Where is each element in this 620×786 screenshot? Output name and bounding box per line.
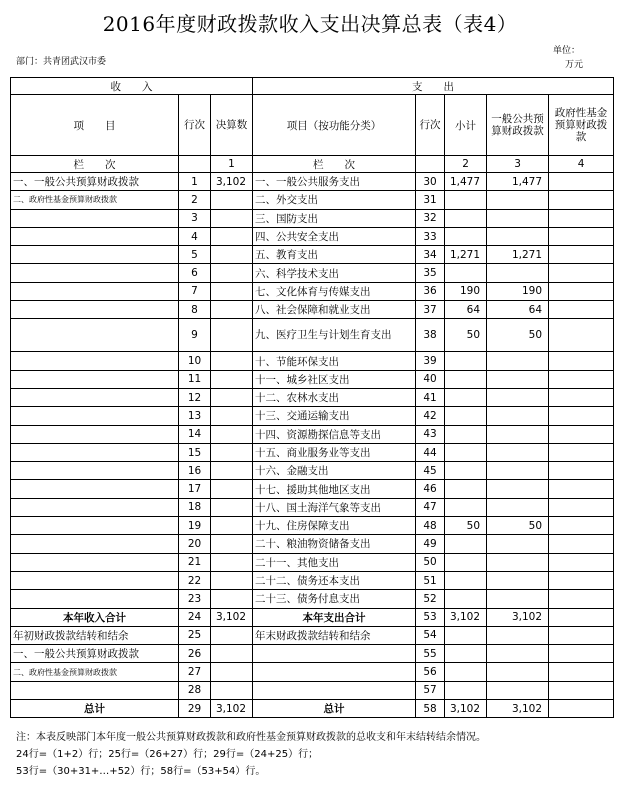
expense-general-budget — [487, 480, 549, 498]
expense-line-no: 58 — [416, 700, 445, 718]
income-line-no: 14 — [179, 425, 211, 443]
income-amount — [211, 663, 253, 681]
expense-item: 十六、金融支出 — [253, 462, 416, 480]
expense-subtotal: 50 — [445, 517, 487, 535]
expense-gov-fund — [549, 425, 614, 443]
income-amount — [211, 480, 253, 498]
expense-general-budget — [487, 209, 549, 227]
expense-gov-fund — [549, 645, 614, 663]
expense-item: 十三、交通运输支出 — [253, 407, 416, 425]
expense-subtotal: 3,102 — [445, 608, 487, 626]
expense-subtotal — [445, 388, 487, 406]
expense-subtotal — [445, 681, 487, 699]
income-line-no: 24 — [179, 608, 211, 626]
income-amount: 3,102 — [211, 700, 253, 718]
expense-item: 二十三、债务付息支出 — [253, 590, 416, 608]
income-amount — [211, 571, 253, 589]
expense-line-no: 36 — [416, 282, 445, 300]
footnote-line: 注：本表反映部门本年度一般公共预算财政拨款和政府性基金预算财政拨款的总收支和年末结转结余情况。 — [16, 732, 486, 743]
expense-line-no: 57 — [416, 681, 445, 699]
table-row — [11, 443, 614, 461]
income-item — [11, 571, 179, 589]
expense-item: 十二、农林水支出 — [253, 388, 416, 406]
expense-subtotal — [445, 590, 487, 608]
table-row — [11, 246, 614, 264]
income-item — [11, 517, 179, 535]
table-row — [11, 209, 614, 227]
expense-item: 十、节能环保支出 — [253, 352, 416, 370]
table-row — [11, 227, 614, 245]
income-line-no: 21 — [179, 553, 211, 571]
income-item — [11, 370, 179, 388]
table-row — [11, 590, 614, 608]
income-amount — [211, 246, 253, 264]
expense-gov-fund — [549, 388, 614, 406]
expense-subtotal — [445, 535, 487, 553]
income-amount — [211, 191, 253, 209]
expense-gov-fund — [549, 626, 614, 644]
income-line-no: 2 — [179, 191, 211, 209]
expense-item: 年末财政拨款结转和结余 — [253, 626, 416, 644]
footnote-line: 53行=（30+31+…+52）行；58行=（53+54）行。 — [16, 766, 266, 777]
table-row — [11, 407, 614, 425]
table-row — [11, 700, 614, 718]
income-line-no: 25 — [179, 626, 211, 644]
table-row — [11, 352, 614, 370]
expense-line-no: 37 — [416, 301, 445, 319]
income-amount — [211, 425, 253, 443]
expense-subtotal — [445, 663, 487, 681]
expense-gov-fund — [549, 535, 614, 553]
expense-line-no: 44 — [416, 443, 445, 461]
expense-general-budget — [487, 425, 549, 443]
expense-gov-fund — [549, 370, 614, 388]
income-item — [11, 590, 179, 608]
income-line-no: 1 — [179, 173, 211, 191]
expense-item: 十八、国土海洋气象等支出 — [253, 498, 416, 516]
income-amount — [211, 388, 253, 406]
table-row — [11, 663, 614, 681]
income-line-no: 26 — [179, 645, 211, 663]
income-item — [11, 227, 179, 245]
table-row — [11, 553, 614, 571]
expense-general-budget — [487, 498, 549, 516]
income-line-no: 19 — [179, 517, 211, 535]
unit-info — [553, 44, 583, 72]
expense-line-no: 46 — [416, 480, 445, 498]
gov-fund-header: 政府性基金预算财政拨款 — [549, 95, 614, 156]
expense-general-budget — [487, 407, 549, 425]
expense-line-no: 50 — [416, 553, 445, 571]
expense-general-budget — [487, 443, 549, 461]
income-amount — [211, 319, 253, 352]
expense-item: 八、社会保障和就业支出 — [253, 301, 416, 319]
table-row — [11, 480, 614, 498]
expense-general-budget: 1,271 — [487, 246, 549, 264]
subtotal-header: 小计 — [445, 95, 487, 156]
expense-gov-fund — [549, 319, 614, 352]
income-item — [11, 462, 179, 480]
expense-line-no: 56 — [416, 663, 445, 681]
income-line-no: 18 — [179, 498, 211, 516]
income-amount — [211, 443, 253, 461]
income-item — [11, 407, 179, 425]
income-item — [11, 301, 179, 319]
income-item — [11, 480, 179, 498]
header-row-col-numbers — [11, 156, 614, 173]
expense-gov-fund — [549, 264, 614, 282]
expense-subtotal — [445, 264, 487, 282]
line-no-header-right: 行次 — [416, 95, 445, 156]
expense-line-no: 54 — [416, 626, 445, 644]
expense-item: 七、文化体育与传媒支出 — [253, 282, 416, 300]
expense-subtotal: 190 — [445, 282, 487, 300]
income-amount — [211, 590, 253, 608]
income-amount — [211, 681, 253, 699]
income-line-no: 27 — [179, 663, 211, 681]
expense-gov-fund — [549, 700, 614, 718]
expense-general-budget — [487, 571, 549, 589]
expense-line-no: 43 — [416, 425, 445, 443]
income-item — [11, 388, 179, 406]
expense-item: 十七、援助其他地区支出 — [253, 480, 416, 498]
income-line-no: 12 — [179, 388, 211, 406]
income-amount — [211, 626, 253, 644]
expense-line-no: 32 — [416, 209, 445, 227]
expense-gov-fund — [549, 191, 614, 209]
expense-subtotal — [445, 462, 487, 480]
income-item — [11, 246, 179, 264]
income-item — [11, 443, 179, 461]
line-no-header: 行次 — [179, 95, 211, 156]
table-row — [11, 264, 614, 282]
expense-gov-fund — [549, 301, 614, 319]
col-number-3: 3 — [487, 156, 549, 173]
expense-item: 二十二、债务还本支出 — [253, 571, 416, 589]
page-title: 2016年度财政拨款收入支出决算总表（表4） — [102, 12, 518, 36]
expense-general-budget — [487, 370, 549, 388]
income-amount — [211, 535, 253, 553]
income-amount: 3,102 — [211, 608, 253, 626]
expense-general-budget — [487, 388, 549, 406]
col-blank — [179, 156, 211, 173]
income-line-no: 10 — [179, 352, 211, 370]
expense-line-no: 45 — [416, 462, 445, 480]
expense-item: 四、公共安全支出 — [253, 227, 416, 245]
expense-subtotal: 64 — [445, 301, 487, 319]
expense-subtotal: 1,477 — [445, 173, 487, 191]
expense-subtotal — [445, 370, 487, 388]
table-row — [11, 517, 614, 535]
income-item — [11, 553, 179, 571]
expense-general-budget: 50 — [487, 319, 549, 352]
expense-line-no: 33 — [416, 227, 445, 245]
expense-subtotal — [445, 407, 487, 425]
income-amount — [211, 462, 253, 480]
unit-value: 万元 — [565, 60, 584, 70]
expense-line-no: 41 — [416, 388, 445, 406]
expense-subtotal: 50 — [445, 319, 487, 352]
income-item: 一、一般公共预算财政拨款 — [11, 173, 179, 191]
expense-gov-fund — [549, 443, 614, 461]
income-line-no: 15 — [179, 443, 211, 461]
expense-gov-fund — [549, 480, 614, 498]
footnotes — [16, 729, 616, 780]
expense-line-no: 42 — [416, 407, 445, 425]
income-item — [11, 264, 179, 282]
income-amount — [211, 407, 253, 425]
expense-general-budget — [487, 663, 549, 681]
expense-subtotal — [445, 480, 487, 498]
footnote-line: 24行=（1+2）行；25行=（26+27）行；29行=（24+25）行； — [16, 749, 319, 760]
expense-item: 总计 — [253, 700, 416, 718]
expense-item: 一、一般公共服务支出 — [253, 173, 416, 191]
item-header: 项 目 — [11, 95, 179, 156]
income-line-no: 6 — [179, 264, 211, 282]
expense-gov-fund — [549, 462, 614, 480]
expense-item — [253, 663, 416, 681]
expense-line-no: 38 — [416, 319, 445, 352]
income-item — [11, 352, 179, 370]
expense-subtotal — [445, 425, 487, 443]
expense-general-budget — [487, 191, 549, 209]
expense-item — [253, 645, 416, 663]
col-label-right: 栏 次 — [253, 156, 416, 173]
expense-line-no: 47 — [416, 498, 445, 516]
expense-item: 五、教育支出 — [253, 246, 416, 264]
final-amount-header: 决算数 — [211, 95, 253, 156]
income-item — [11, 535, 179, 553]
expense-line-no: 55 — [416, 645, 445, 663]
expense-gov-fund — [549, 553, 614, 571]
income-line-no: 3 — [179, 209, 211, 227]
general-budget-header: 一般公共预算财政拨款 — [487, 95, 549, 156]
expense-general-budget: 190 — [487, 282, 549, 300]
col-blank-right — [416, 156, 445, 173]
income-item — [11, 498, 179, 516]
expense-item: 十五、商业服务业等支出 — [253, 443, 416, 461]
income-header: 收 入 — [11, 78, 253, 95]
income-line-no: 22 — [179, 571, 211, 589]
expense-item — [253, 681, 416, 699]
expense-gov-fund — [549, 498, 614, 516]
table-row — [11, 681, 614, 699]
income-line-no: 17 — [179, 480, 211, 498]
expense-subtotal — [445, 626, 487, 644]
expense-subtotal — [445, 191, 487, 209]
expense-gov-fund — [549, 209, 614, 227]
table-row — [11, 626, 614, 644]
expense-header: 支 出 — [253, 78, 614, 95]
header-row-sections — [11, 78, 614, 95]
expense-general-budget — [487, 553, 549, 571]
income-line-no: 28 — [179, 681, 211, 699]
income-item — [11, 209, 179, 227]
col-number-1: 1 — [211, 156, 253, 173]
expense-subtotal: 1,271 — [445, 246, 487, 264]
expense-general-budget: 50 — [487, 517, 549, 535]
expense-line-no: 31 — [416, 191, 445, 209]
table-row — [11, 498, 614, 516]
income-item — [11, 681, 179, 699]
expense-subtotal — [445, 443, 487, 461]
expense-item: 六、科学技术支出 — [253, 264, 416, 282]
expense-gov-fund — [549, 663, 614, 681]
expense-subtotal — [445, 227, 487, 245]
table-row — [11, 388, 614, 406]
fiscal-summary-table — [10, 77, 614, 718]
expense-subtotal — [445, 209, 487, 227]
income-amount — [211, 498, 253, 516]
expense-gov-fund — [549, 571, 614, 589]
income-amount: 3,102 — [211, 173, 253, 191]
income-amount — [211, 227, 253, 245]
income-line-no: 5 — [179, 246, 211, 264]
expense-general-budget — [487, 645, 549, 663]
expense-subtotal: 3,102 — [445, 700, 487, 718]
col-number-2: 2 — [445, 156, 487, 173]
income-line-no: 16 — [179, 462, 211, 480]
expense-item: 本年支出合计 — [253, 608, 416, 626]
income-line-no: 11 — [179, 370, 211, 388]
income-amount — [211, 553, 253, 571]
income-amount — [211, 370, 253, 388]
income-item: 二、政府性基金预算财政拨款 — [11, 663, 179, 681]
unit-label: 单位： — [553, 46, 581, 56]
expense-general-budget — [487, 352, 549, 370]
income-line-no: 9 — [179, 319, 211, 352]
income-amount — [211, 645, 253, 663]
expense-line-no: 35 — [416, 264, 445, 282]
col-label-left: 栏 次 — [11, 156, 179, 173]
expense-item: 三、国防支出 — [253, 209, 416, 227]
header-row-columns — [11, 95, 614, 156]
expense-general-budget — [487, 535, 549, 553]
expense-item: 十九、住房保障支出 — [253, 517, 416, 535]
expense-gov-fund — [549, 590, 614, 608]
income-item — [11, 282, 179, 300]
table-row — [11, 645, 614, 663]
income-item: 总计 — [11, 700, 179, 718]
col-number-4: 4 — [549, 156, 614, 173]
expense-general-budget — [487, 681, 549, 699]
table-row — [11, 282, 614, 300]
expense-general-budget — [487, 264, 549, 282]
expense-item: 十一、城乡社区支出 — [253, 370, 416, 388]
income-item: 年初财政拨款结转和结余 — [11, 626, 179, 644]
expense-item: 二、外交支出 — [253, 191, 416, 209]
table-row — [11, 370, 614, 388]
table-row — [11, 319, 614, 352]
income-item: 一、一般公共预算财政拨款 — [11, 645, 179, 663]
expense-gov-fund — [549, 246, 614, 264]
expense-item: 十四、资源勘探信息等支出 — [253, 425, 416, 443]
income-item: 二、政府性基金预算财政拨款 — [11, 191, 179, 209]
expense-gov-fund — [549, 227, 614, 245]
department-label: 部门：共青团武汉市委 — [16, 57, 107, 67]
expense-item: 二十一、其他支出 — [253, 553, 416, 571]
expense-line-no: 51 — [416, 571, 445, 589]
expense-line-no: 48 — [416, 517, 445, 535]
expense-line-no: 53 — [416, 608, 445, 626]
expense-line-no: 52 — [416, 590, 445, 608]
expense-item: 二十、粮油物资储备支出 — [253, 535, 416, 553]
income-item: 本年收入合计 — [11, 608, 179, 626]
income-line-no: 7 — [179, 282, 211, 300]
table-row — [11, 571, 614, 589]
expense-subtotal — [445, 571, 487, 589]
expense-gov-fund — [549, 352, 614, 370]
income-line-no: 23 — [179, 590, 211, 608]
expense-line-no: 40 — [416, 370, 445, 388]
table-row — [11, 535, 614, 553]
expense-subtotal — [445, 498, 487, 516]
table-row — [11, 608, 614, 626]
income-amount — [211, 301, 253, 319]
expense-line-no: 34 — [416, 246, 445, 264]
expense-general-budget — [487, 590, 549, 608]
income-amount — [211, 352, 253, 370]
income-line-no: 13 — [179, 407, 211, 425]
expense-general-budget — [487, 462, 549, 480]
expense-general-budget: 3,102 — [487, 608, 549, 626]
expense-gov-fund — [549, 608, 614, 626]
expense-line-no: 49 — [416, 535, 445, 553]
income-amount — [211, 264, 253, 282]
expense-line-no: 30 — [416, 173, 445, 191]
table-row — [11, 462, 614, 480]
income-line-no: 4 — [179, 227, 211, 245]
income-item — [11, 425, 179, 443]
income-line-no: 29 — [179, 700, 211, 718]
income-amount — [211, 209, 253, 227]
item-func-header: 项目（按功能分类） — [253, 95, 416, 156]
income-line-no: 8 — [179, 301, 211, 319]
expense-line-no: 39 — [416, 352, 445, 370]
expense-gov-fund — [549, 517, 614, 535]
income-amount — [211, 282, 253, 300]
income-item — [11, 319, 179, 352]
expense-gov-fund — [549, 681, 614, 699]
expense-general-budget: 3,102 — [487, 700, 549, 718]
table-row — [11, 301, 614, 319]
expense-general-budget: 64 — [487, 301, 549, 319]
expense-general-budget — [487, 227, 549, 245]
table-row — [11, 173, 614, 191]
expense-subtotal — [445, 645, 487, 663]
table-row — [11, 191, 614, 209]
expense-general-budget — [487, 626, 549, 644]
expense-item: 九、医疗卫生与计划生育支出 — [253, 319, 416, 352]
expense-subtotal — [445, 553, 487, 571]
expense-subtotal — [445, 352, 487, 370]
expense-gov-fund — [549, 407, 614, 425]
expense-general-budget: 1,477 — [487, 173, 549, 191]
income-amount — [211, 517, 253, 535]
expense-gov-fund — [549, 173, 614, 191]
table-row — [11, 425, 614, 443]
expense-gov-fund — [549, 282, 614, 300]
income-line-no: 20 — [179, 535, 211, 553]
